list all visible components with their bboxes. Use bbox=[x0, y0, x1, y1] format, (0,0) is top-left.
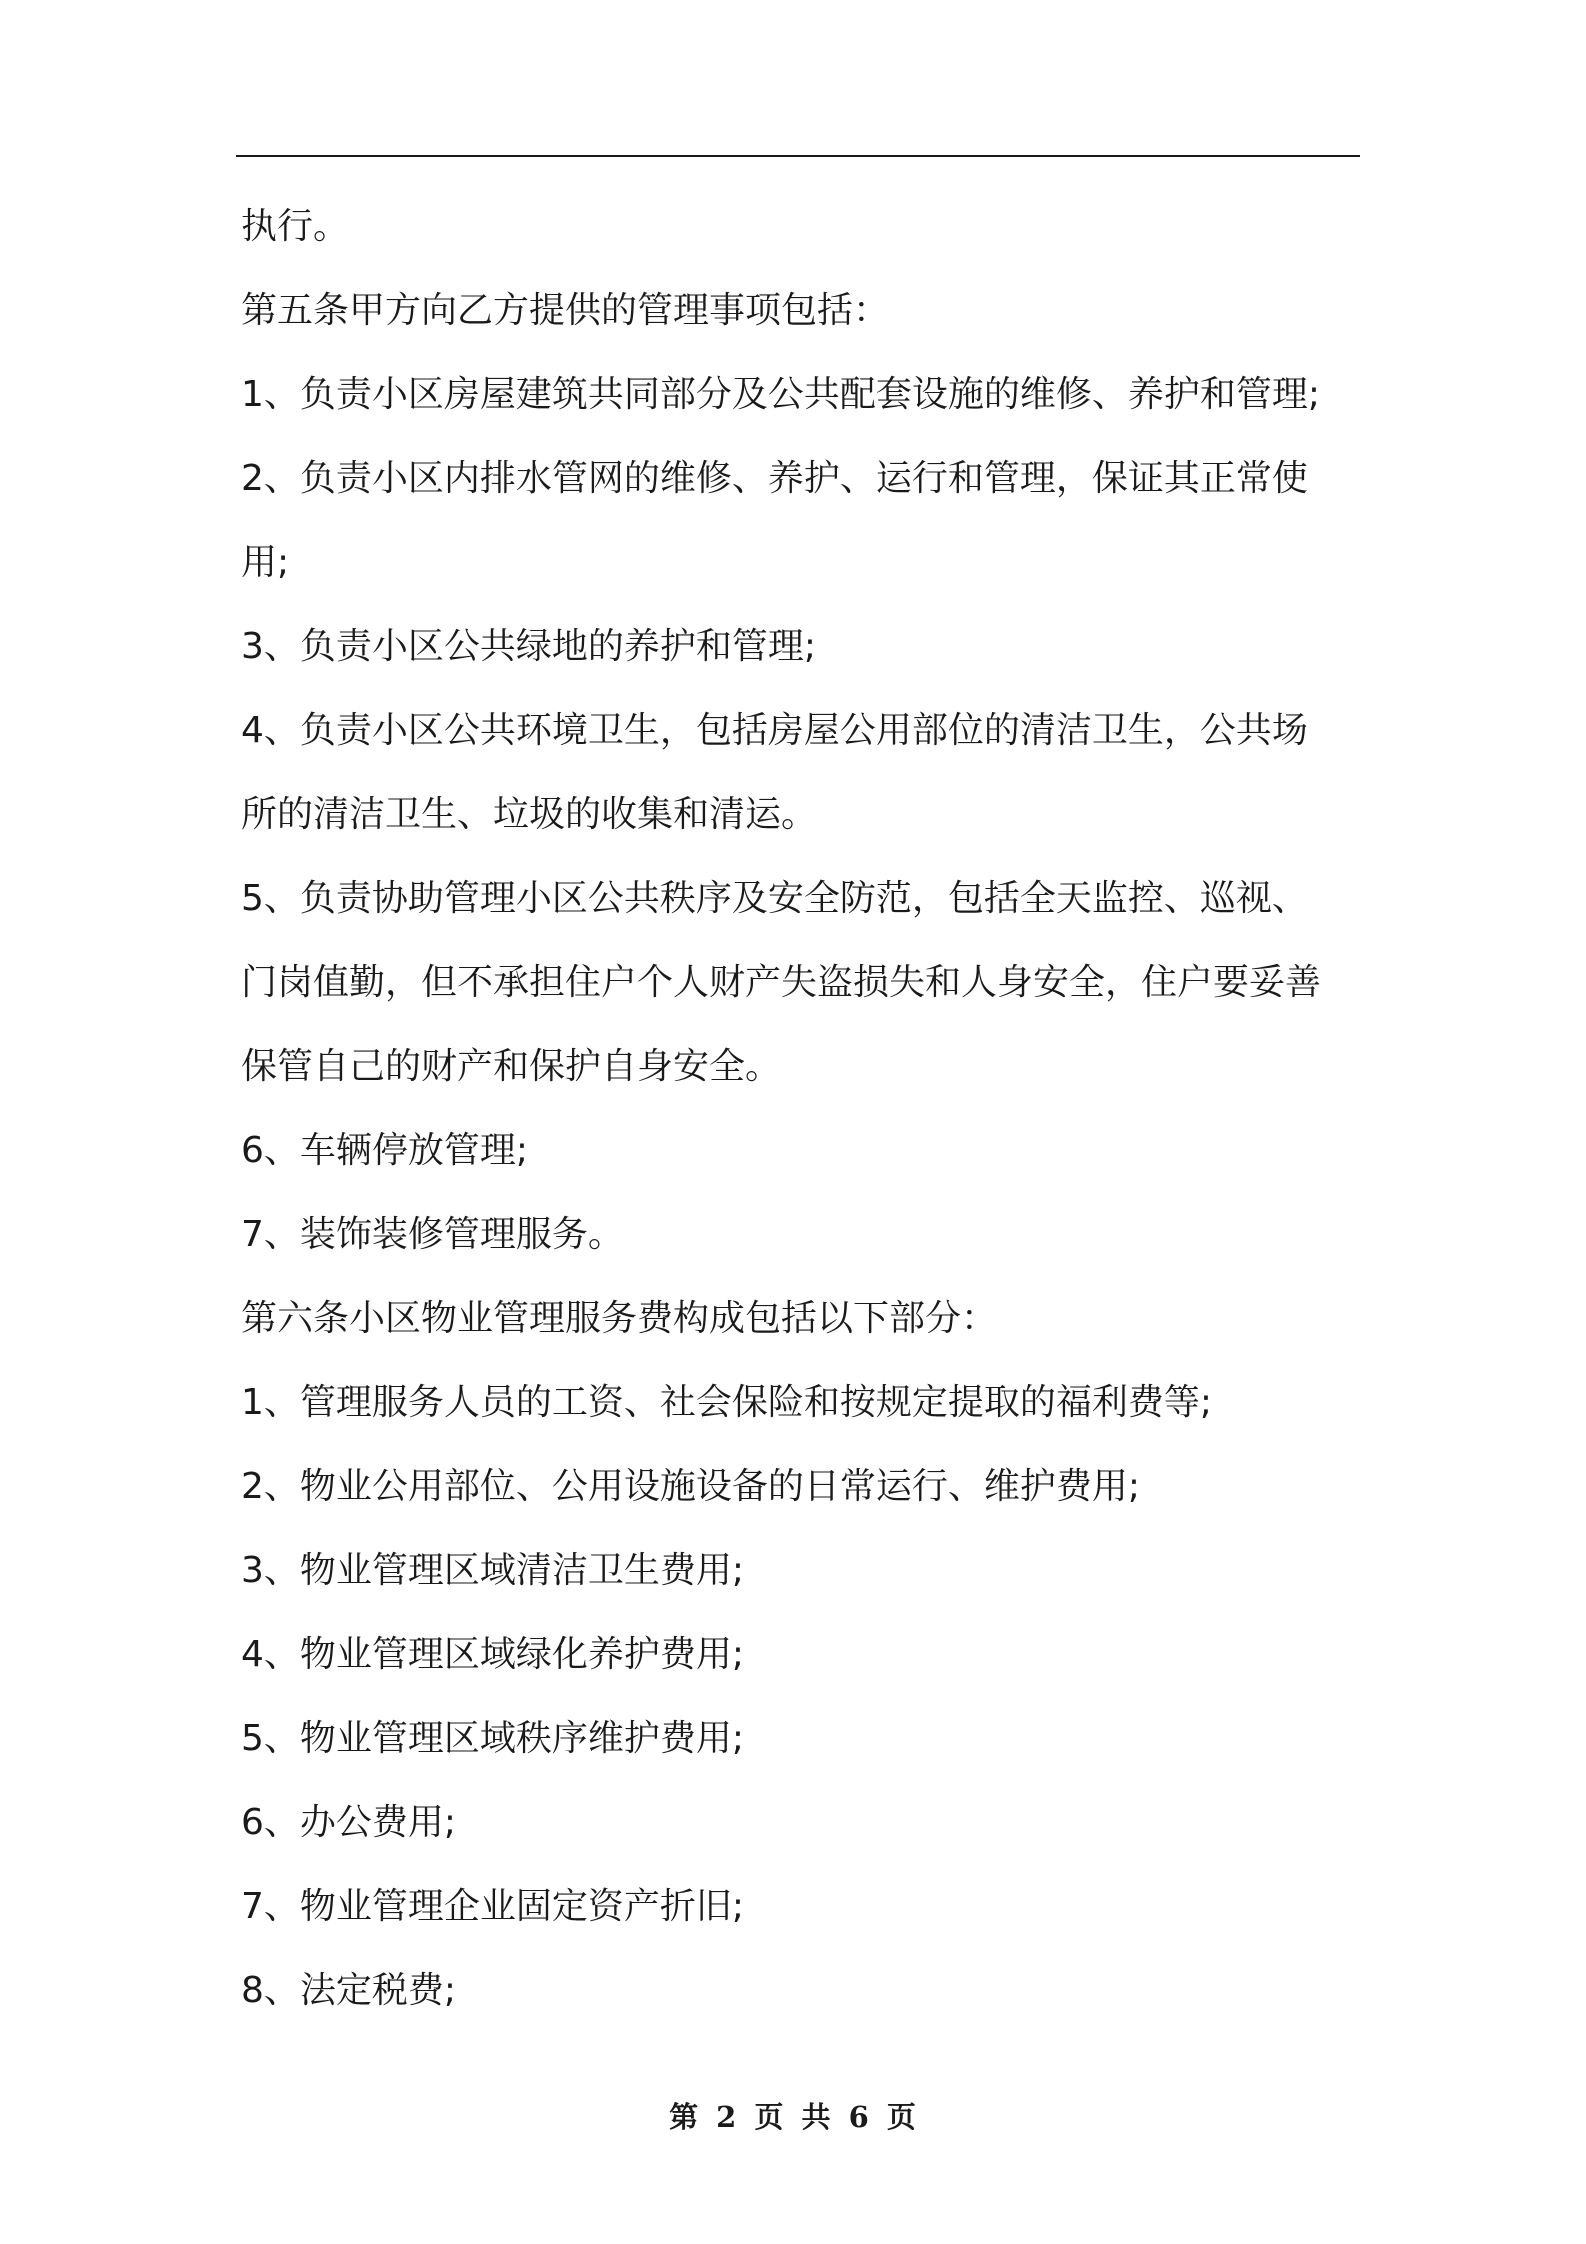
text-line: 4、负责小区公共环境卫生，包括房屋公用部位的清洁卫生，公共场 bbox=[241, 710, 1308, 751]
document-body bbox=[241, 185, 1371, 2033]
text-line: 6、办公费用; bbox=[241, 1802, 457, 1843]
text-line: 7、装饰装修管理服务。 bbox=[241, 1214, 624, 1255]
header-rule bbox=[236, 155, 1360, 157]
text-line: 1、负责小区房屋建筑共同部分及公共配套设施的维修、养护和管理; bbox=[241, 374, 1321, 415]
text-line: 1、管理服务人员的工资、社会保险和按规定提取的福利费等; bbox=[241, 1382, 1213, 1423]
article-heading: 第五条甲方向乙方提供的管理事项包括： bbox=[241, 290, 890, 331]
text-line: 5、物业管理区域秩序维护费用; bbox=[241, 1718, 745, 1759]
text-line: 7、物业管理企业固定资产折旧; bbox=[241, 1886, 745, 1927]
text-line: 8、法定税费; bbox=[241, 1970, 457, 2011]
text-line: 用; bbox=[241, 542, 290, 583]
text-line: 4、物业管理区域绿化养护费用; bbox=[241, 1634, 745, 1675]
article-heading: 第六条小区物业管理服务费构成包括以下部分： bbox=[241, 1298, 998, 1339]
text-line: 2、负责小区内排水管网的维修、养护、运行和管理，保证其正常使 bbox=[241, 458, 1308, 499]
text-line: 5、负责协助管理小区公共秩序及安全防范，包括全天监控、巡视、 bbox=[241, 878, 1308, 919]
text-line: 保管自己的财产和保护自身安全。 bbox=[241, 1046, 782, 1087]
text-line: 6、车辆停放管理; bbox=[241, 1130, 529, 1171]
text-line: 执行。 bbox=[241, 206, 350, 247]
page-number-footer: 第 2 页 共 6 页 bbox=[669, 2100, 917, 2134]
text-line: 所的清洁卫生、垃圾的收集和清运。 bbox=[241, 794, 818, 835]
text-line: 3、物业管理区域清洁卫生费用; bbox=[241, 1550, 745, 1591]
text-line: 3、负责小区公共绿地的养护和管理; bbox=[241, 626, 817, 667]
text-line: 门岗值勤，但不承担住户个人财产失盗损失和人身安全，住户要妥善 bbox=[241, 962, 1322, 1003]
text-line: 2、物业公用部位、公用设施设备的日常运行、维护费用; bbox=[241, 1466, 1141, 1507]
